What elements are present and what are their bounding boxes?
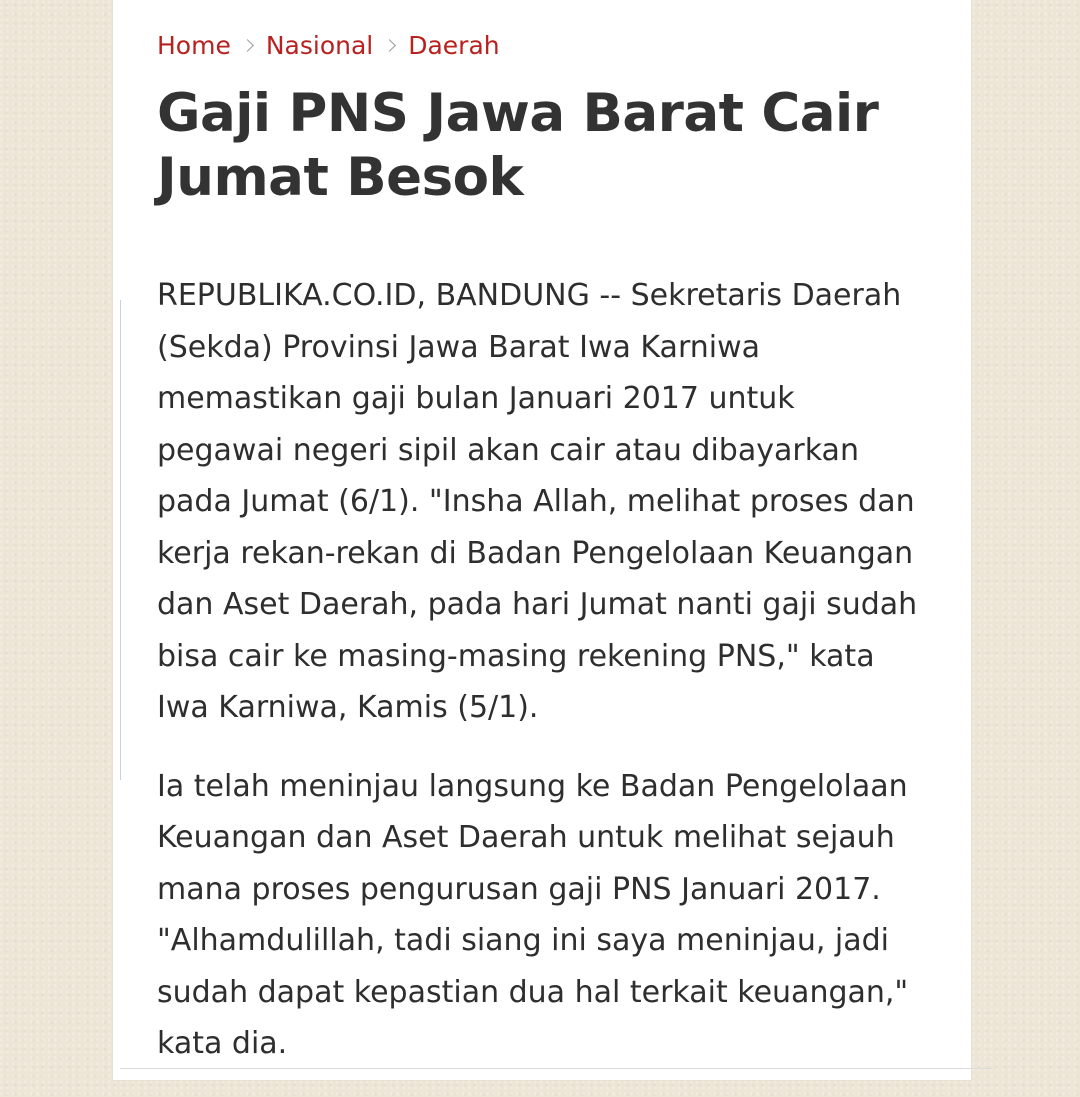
chevron-right-icon xyxy=(241,39,254,52)
article-title xyxy=(157,82,957,210)
breadcrumb-home-link[interactable]: Home xyxy=(157,30,231,60)
article-paragraph: Ia telah meninjau langsung ke Badan Pengelolaan Keuangan dan Aset Daerah untuk melihat sejauh mana proses pengurusan gaji PNS Januari 2017. "Alhamdulillah, tadi siang ini saya meninjau, jadi sudah dapat kepastian dua hal terkait keuangan," kata dia. xyxy=(157,768,909,1061)
article-body xyxy=(157,270,947,1097)
chevron-right-icon xyxy=(383,39,396,52)
breadcrumb xyxy=(157,28,500,62)
breadcrumb-daerah-link[interactable]: Daerah xyxy=(408,30,500,60)
divider-line xyxy=(120,300,121,780)
article-title-text: Gaji PNS Jawa Barat Cair Jumat Besok xyxy=(157,83,879,208)
article-paragraph: REPUBLIKA.CO.ID, BANDUNG -- Sekretaris Daerah (Sekda) Provinsi Jawa Barat Iwa Karniwa memastikan gaji bulan Januari 2017 untuk pegawai negeri sipil akan cair atau dibayarkan pada Jumat (6/1). "Insha Allah, melihat proses dan kerja rekan-rekan di Badan Pengelolaan Keuangan dan Aset Daerah, pada hari Jumat nanti gaji sudah bisa cair ke masing-masing rekening PNS," kata Iwa Karniwa, Kamis (5/1). xyxy=(157,278,918,725)
breadcrumb-nasional-link[interactable]: Nasional xyxy=(265,30,374,60)
